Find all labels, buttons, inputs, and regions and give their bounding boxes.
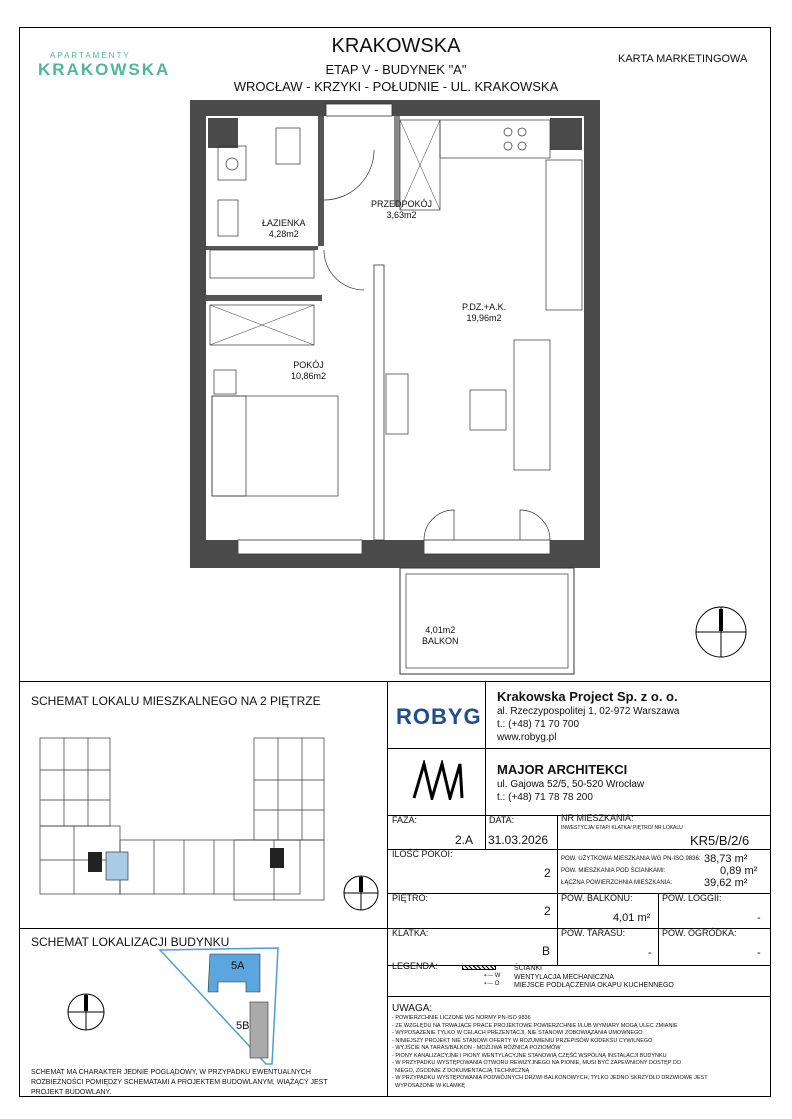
under-walls-area-label: POW. MIESZKANIA POD ŚCIANKAMI: <box>561 868 666 874</box>
note-item: - WYJŚCIE NA TARAS/BALKON - MOŻLIWA RÓŻNICA POZIOMÓW <box>392 1045 561 1051</box>
page-subtitle-stage: ETAP V - BUDYNEK "A" <box>325 62 467 77</box>
garden-area-label: POW. OGRÓDKA: <box>662 928 737 938</box>
compass-icon <box>66 992 106 1032</box>
developer-phone: t.: (+48) 71 70 700 <box>497 719 580 730</box>
usable-area-label: POW. UŻYTKOWA MIESZKANIA WG PN-ISO 9836: <box>561 856 701 862</box>
room-name: POKÓJ <box>293 360 324 370</box>
note-item: - POWIERZCHNIE LICZONE WG NORMY PN-ISO 9836 <box>392 1015 531 1021</box>
building-label-5b: 5B <box>236 1020 250 1032</box>
building-schema <box>150 944 310 1069</box>
note-item: - WYPOSAŻENIE TYLKO W CELACH PREZENTACJI, NIE STANOWI ZOBOWIĄZANIA UMOWNEGO <box>392 1030 643 1036</box>
vent-in-icon: ⇠-- W <box>484 973 501 979</box>
apartment-number-sub: INWESTYCJA/ ETAP/ KLATKA/ PIĘTRO/ NR LOKALU <box>561 825 683 831</box>
brand-logo: KRAKOWSKA <box>38 60 171 79</box>
card-type-label: KARTA MARKETINGOWA <box>618 53 748 65</box>
date-label: DATA: <box>489 815 515 825</box>
room-area: 4,01m2 <box>425 625 456 635</box>
room-label-balcony <box>422 625 459 647</box>
rooms-count-label: ILOŚĆ POKOI: <box>392 849 453 859</box>
balcony-area-value: 4,01 m² <box>613 912 651 924</box>
note-item: - W PRZYPADKU WYSTĘPOWANIA PODWÓJNYCH DRZWI BALKONOWYCH, TYLKO JEDNO SKRZYDŁO DRZWIOWE JEST <box>392 1075 708 1081</box>
floor-plan <box>190 100 610 680</box>
loggia-area-label: POW. LOGGII: <box>662 893 722 903</box>
apartment-number-label: NR MIESZKANIA: <box>561 813 634 823</box>
rooms-count-value: 2 <box>544 866 551 880</box>
developer-address: al. Rzeczypospolitej 1, 02-972 Warszawa <box>497 706 680 717</box>
room-label-hallway <box>371 199 432 221</box>
phase-value: 2.A <box>455 833 474 847</box>
architect-name: MAJOR ARCHITEKCI <box>497 762 628 777</box>
room-name: ŁAZIENKA <box>262 218 306 228</box>
legend-item-hood: MIEJSCE PODŁĄCZENIA OKAPU KUCHENNEGO <box>514 982 674 989</box>
floor-schema-title: SCHEMAT LOKALU MIESZKALNEGO NA 2 PIĘTRZE <box>31 694 321 708</box>
note-item: WYPOSAŻONE W KLAMKĘ <box>392 1082 466 1089</box>
wall-hatch-icon <box>462 965 496 970</box>
floor-schema <box>34 730 334 915</box>
terrace-area-label: POW. TARASU: <box>561 928 626 938</box>
vent-out-label: O <box>494 981 500 987</box>
brand-logo-top: APARTAMENTY <box>50 51 131 60</box>
compass-icon <box>342 874 380 912</box>
legend-label: LEGENDA: <box>392 961 438 971</box>
major-architekci-logo <box>410 760 466 800</box>
notes-label: UWAGA: <box>392 1003 433 1014</box>
developer-name: Krakowska Project Sp. z o. o. <box>497 689 678 704</box>
note-item: - W PRZYPADKU WYSTĘPOWANIA OTWORU REWIZYJNEGO NA PIONIE, MUSI BYĆ ZAPEWNIONY DOSTĘP DO <box>392 1060 682 1066</box>
architect-address: ul. Gajowa 52/5, 50-520 Wrocław <box>497 779 645 790</box>
vent-in-label: W <box>494 973 501 979</box>
staircase-label: KLATKA: <box>392 928 429 938</box>
legend-item-vent: WENTYLACJA MECHANICZNA <box>514 974 614 981</box>
architect-phone: t.: (+48) 71 78 78 200 <box>497 792 593 803</box>
usable-area-value: 38,73 m² <box>704 853 748 865</box>
developer-web: www.robyg.pl <box>497 732 557 743</box>
room-area: 10,86m2 <box>291 371 327 381</box>
room-label-bedroom <box>291 360 326 382</box>
room-name: P.DZ.+A.K. <box>462 302 507 312</box>
phase-label: FAZA: <box>392 815 418 825</box>
disclaimer-text: SCHEMAT MA CHARAKTER JEDNIE POGLĄDOWY, W PRZYPADKU EWENTUALNYCH ROZBIEŻNOŚCI POMIĘDZY SCHEMATAMI A PROJEKTEM BUDOWLANYM, WIĄŻĄCY JEST PROJEKT BUDOWLANY. <box>31 1069 328 1096</box>
apartment-number-value: KR5/B/2/6 <box>690 833 750 848</box>
room-label-bathroom <box>262 218 306 240</box>
compass-icon <box>694 605 748 659</box>
date-value: 31.03.2026 <box>488 833 549 847</box>
page-subtitle-location: WROCŁAW - KRZYKI - POŁUDNIE - UL. KRAKOWSKA <box>233 79 559 94</box>
building-schema-title: SCHEMAT LOKALIZACJI BUDYNKU <box>31 935 230 949</box>
room-label-living <box>462 302 506 324</box>
vent-out-icon: ⇠-- O <box>484 981 500 987</box>
balcony-area-label: POW. BALKONU: <box>561 893 633 903</box>
room-name: BALKON <box>422 636 459 646</box>
total-area-label: ŁĄCZNA POWIERZCHNIA MIESZKANIA: <box>561 880 673 886</box>
floor-label: PIĘTRO: <box>392 893 429 903</box>
notes-list <box>392 1015 767 1090</box>
floor-value: 2 <box>544 904 551 918</box>
legend-item-walls: ŚCIANKI <box>514 965 543 972</box>
room-area: 19,96m2 <box>466 313 502 323</box>
note-item: - NINIEJSZY PROJEKT NIE STANOWI OFERTY W ROZUMIENIU PRZEPISÓW KODEKSU CYWILNEGO <box>392 1037 653 1044</box>
room-area: 3,63m2 <box>386 210 417 220</box>
note-item: NIEGO, ZGODNIE Z DOKUMENTACJĄ TECHNICZNĄ <box>392 1067 530 1074</box>
note-item: - PIONY KANALIZACYJNE I PIONY WENTYLACYJNE STANOWIĄ CZĘŚĆ WSPÓLNĄ INSTALACJI BUDYNKU <box>392 1052 667 1059</box>
garden-area-value: - <box>757 947 761 959</box>
page-title: KRAKOWSKA <box>331 35 461 57</box>
terrace-area-value: - <box>648 947 652 959</box>
room-area: 4,28m2 <box>268 229 299 239</box>
room-name: PRZEDPOKÓJ <box>371 199 433 209</box>
loggia-area-value: - <box>757 912 761 924</box>
total-area-value: 39,62 m² <box>704 877 748 889</box>
under-walls-area-value: 0,89 m² <box>720 865 758 877</box>
staircase-value: B <box>542 944 551 958</box>
building-label-5a: 5A <box>231 960 245 972</box>
note-item: - ZE WZGLĘDU NA TRWAJĄCE PRACE PROJEKTOWE POWIERZCHNIE I/LUB WYMIARY MOGĄ ULEC ZMIANIE <box>392 1022 678 1029</box>
robyg-logo: ROBYG <box>396 704 482 729</box>
